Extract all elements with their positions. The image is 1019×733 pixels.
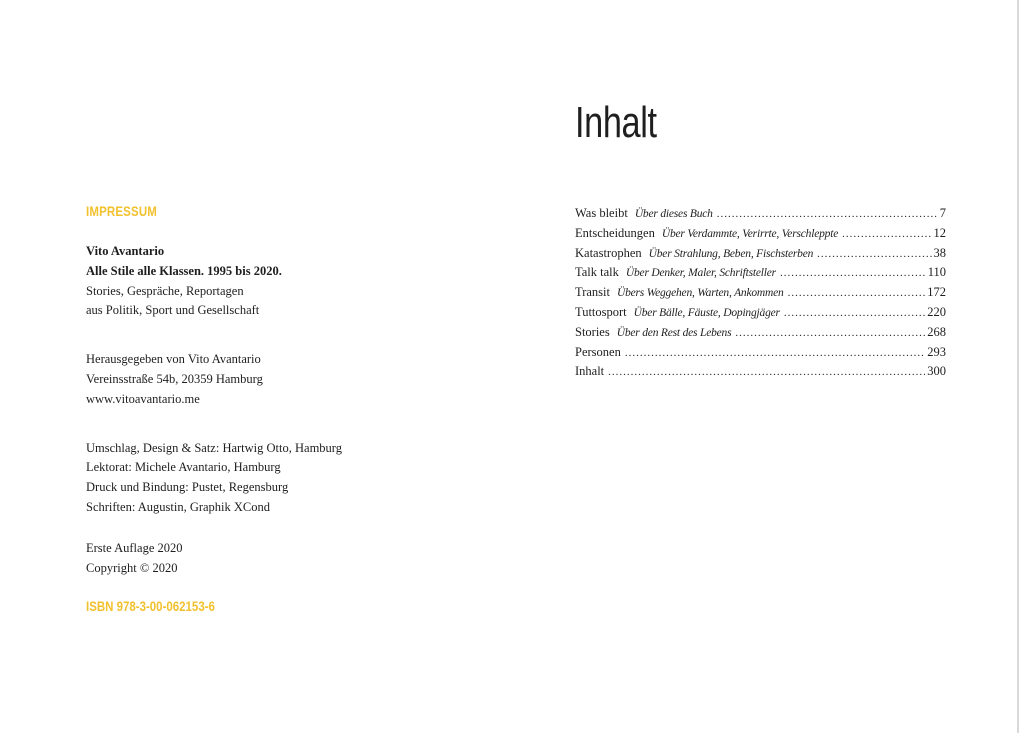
book-title: Alle Stile alle Klassen. 1995 bis 2020. (86, 263, 282, 278)
toc-chapter-subtitle: Übers Weggehen, Warten, Ankommen (616, 287, 784, 300)
book-subtitle-line-2: aus Politik, Sport und Gesellschaft (86, 303, 260, 318)
publisher-address: Vereinsstraße 54b, 20359 Hamburg (86, 371, 263, 386)
toc-dot-leader (735, 324, 925, 344)
impressum-section (86, 200, 506, 616)
toc-dot-leader (842, 225, 931, 245)
toc-chapter-subtitle: Über Denker, Maler, Schriftsteller (625, 267, 776, 280)
toc-page-number: 293 (927, 344, 946, 359)
credit-printing: Druck und Bindung: Pustet, Regensburg (86, 480, 289, 495)
toc-entry[interactable] (575, 323, 946, 343)
toc-entry[interactable] (575, 244, 946, 264)
toc-entry[interactable] (575, 263, 946, 283)
toc-chapter-title: Tuttosport (575, 304, 627, 319)
toc-chapter-title: Personen (575, 344, 621, 359)
toc-chapter-title: Talk talk (575, 265, 619, 280)
toc-page-number: 38 (933, 245, 946, 260)
table-of-contents (575, 204, 946, 382)
publisher-line: Herausgegeben von Vito Avantario (86, 352, 261, 367)
toc-chapter-subtitle: Über den Rest des Lebens (616, 326, 732, 339)
toc-dot-leader (717, 205, 938, 225)
toc-dot-leader (784, 304, 925, 324)
toc-entry[interactable] (575, 343, 946, 363)
toc-title: Inhalt (575, 98, 657, 147)
toc-page-number: 7 (939, 206, 946, 220)
toc-dot-leader (625, 344, 925, 364)
author-name: Vito Avantario (86, 244, 165, 258)
toc-dot-leader (788, 284, 926, 304)
toc-entry[interactable] (575, 224, 946, 244)
toc-page-number: 220 (927, 304, 946, 319)
toc-entry[interactable] (575, 362, 946, 382)
credit-fonts: Schriften: Augustin, Graphik XCond (86, 499, 271, 514)
toc-page-number: 268 (927, 324, 946, 339)
toc-chapter-title: Entscheidungen (575, 225, 655, 240)
toc-entry[interactable] (575, 204, 946, 224)
toc-entry[interactable] (575, 283, 946, 303)
toc-chapter-title: Inhalt (575, 364, 605, 379)
toc-dot-leader (608, 363, 925, 383)
credit-design: Umschlag, Design & Satz: Hartwig Otto, Hamburg (86, 440, 342, 455)
toc-page-number: 12 (933, 225, 946, 240)
toc-page-number: 300 (927, 364, 946, 379)
toc-chapter-subtitle: Über dieses Buch (634, 208, 713, 220)
copyright-note: Copyright © 2020 (86, 560, 178, 575)
toc-chapter-title: Was bleibt (575, 206, 628, 220)
toc-chapter-title: Stories (575, 324, 610, 339)
book-subtitle-line-1: Stories, Gespräche, Reportagen (86, 283, 244, 298)
isbn-number: ISBN 978-3-00-062153-6 (86, 598, 215, 615)
toc-dot-leader (780, 264, 926, 284)
toc-entry[interactable] (575, 303, 946, 323)
toc-dot-leader (817, 245, 931, 265)
toc-chapter-subtitle: Über Strahlung, Beben, Fischsterben (648, 247, 814, 260)
toc-chapter-title: Transit (575, 285, 610, 300)
toc-chapter-title: Katastrophen (575, 245, 642, 260)
toc-page-number: 110 (927, 265, 946, 280)
edition-note: Erste Auflage 2020 (86, 540, 183, 555)
credit-editing: Lektorat: Michele Avantario, Hamburg (86, 460, 281, 475)
toc-chapter-subtitle: Über Verdammte, Verirrte, Verschleppte (661, 227, 839, 240)
publisher-website[interactable]: www.vitoavantario.me (86, 391, 200, 406)
toc-chapter-subtitle: Über Bälle, Fäuste, Dopingjäger (633, 306, 780, 319)
toc-page-number: 172 (927, 285, 946, 300)
impressum-heading: IMPRESSUM (86, 203, 158, 219)
